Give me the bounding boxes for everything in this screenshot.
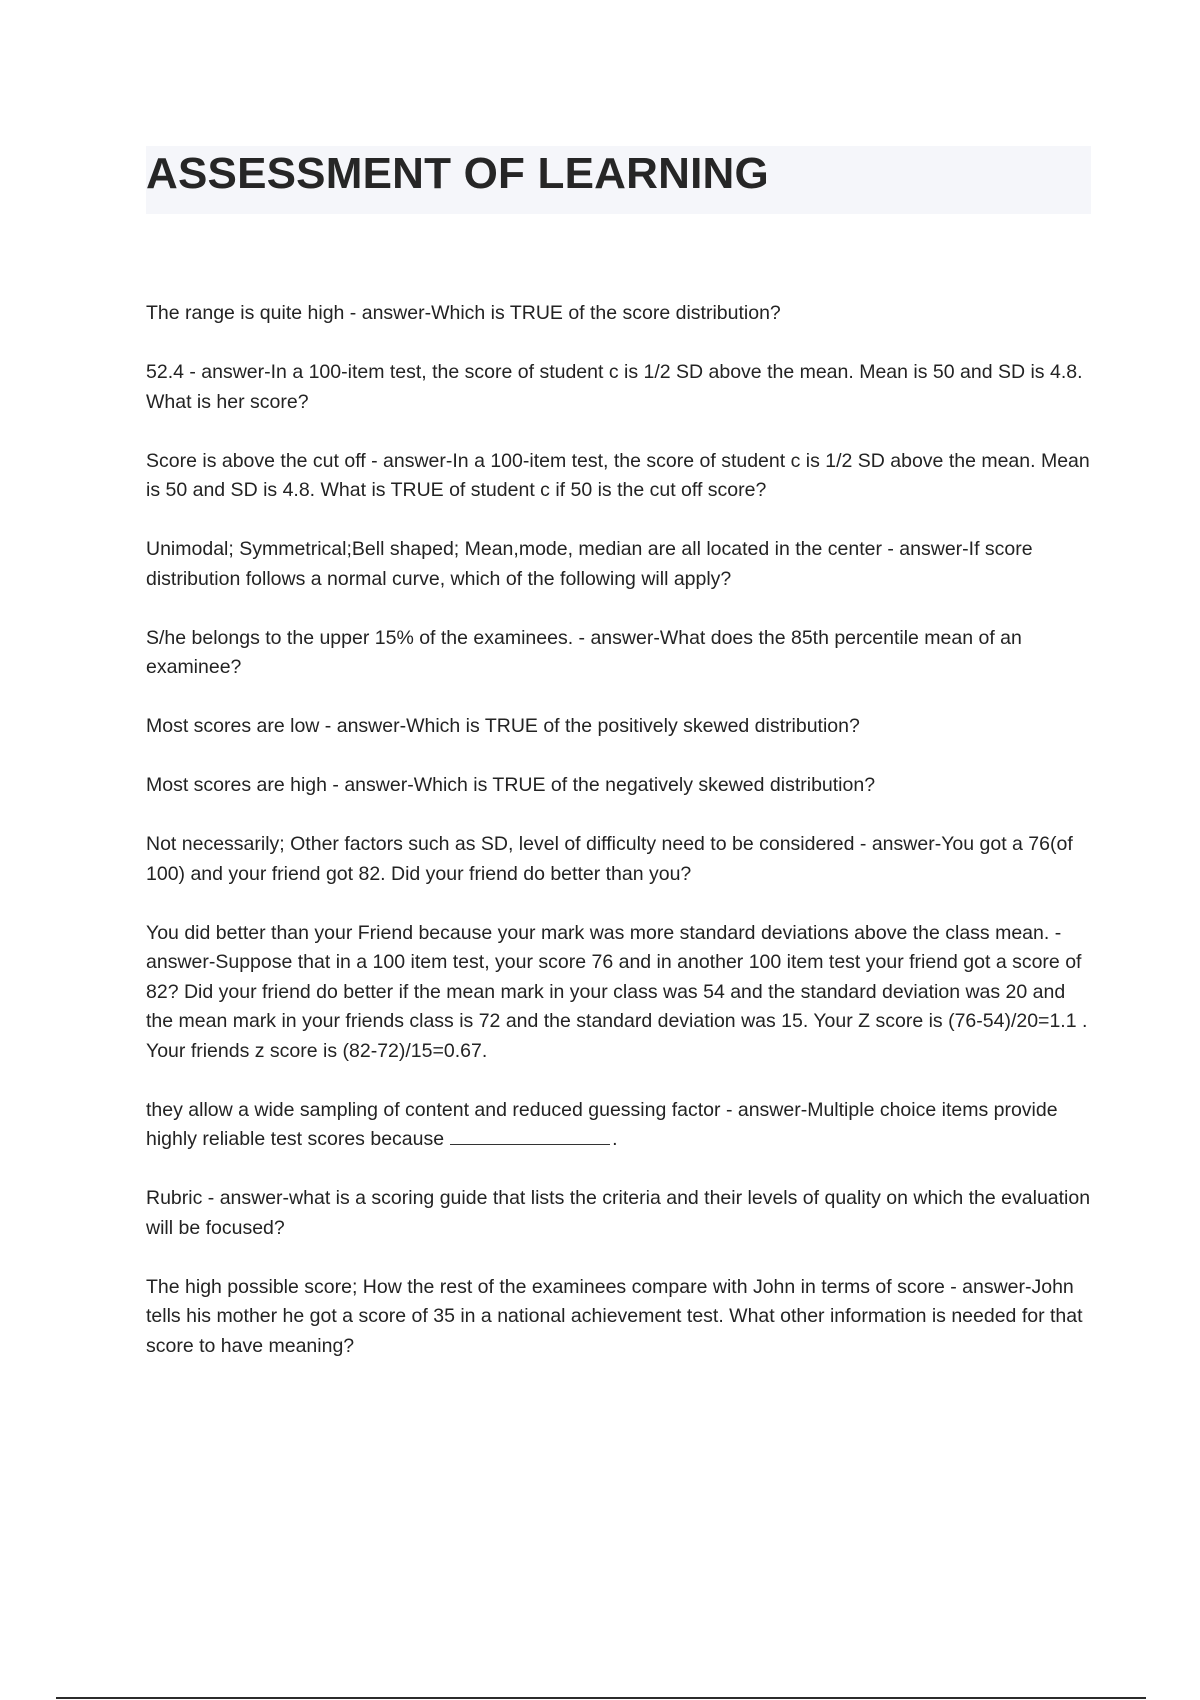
qa-answer: The range is quite high xyxy=(146,302,345,324)
qa-separator: - answer- xyxy=(720,1098,808,1121)
qa-separator: - answer- xyxy=(944,1275,1032,1298)
qa-answer: Rubric xyxy=(146,1187,203,1209)
qa-answer: Not necessarily; Other factors such as SD, level of difficulty need to be considered xyxy=(146,833,855,855)
qa-separator: - answer- xyxy=(146,921,1062,973)
qa-item xyxy=(146,1096,1096,1155)
qa-separator: - answer- xyxy=(319,715,407,737)
qa-separator: - answer- xyxy=(344,302,432,324)
qa-answer: Score is above the cut off xyxy=(146,449,366,472)
qa-question: Multiple choice items provide highly reliable test scores because xyxy=(146,1098,1058,1150)
qa-question: You got a 76(of 100) and your friend got 82. Did your friend do better than you? xyxy=(146,833,1073,885)
qa-answer: Most scores are low xyxy=(146,715,320,737)
footer-divider xyxy=(56,1697,1146,1699)
qa-separator: - answer- xyxy=(202,1187,290,1209)
qa-answer: they allow a wide sampling of content and reduced guessing factor xyxy=(146,1098,721,1121)
qa-separator: - answer- xyxy=(327,774,414,796)
qa-question: If score distribution follows a normal curve, which of the following will apply? xyxy=(146,538,1033,590)
qa-question: Suppose that in a 100 item test, your score 76 and in another 100 item test your friend got a score of 82? Did your friend do better if the mean mark in your class was 54 and the standard deviation was 20 and the mean mark in your friends class is 72 and the standard deviation was 15. Your Z score is (76-54)/20=1.1 . Your friends z score is (82-72)/15=0.67. xyxy=(146,951,1088,1062)
qa-item xyxy=(146,299,1096,329)
qa-answer: You did better than your Friend because your mark was more standard deviations above the class mean. xyxy=(146,921,1050,944)
qa-answer: Unimodal; Symmetrical;Bell shaped; Mean,mode, median are all located in the center xyxy=(146,538,882,560)
qa-separator: - answer- xyxy=(881,538,969,560)
qa-item xyxy=(146,1184,1096,1243)
qa-separator: - answer- xyxy=(365,449,453,472)
qa-question: What does the 85th percentile mean of an examinee? xyxy=(146,626,1022,678)
blank-suffix: . xyxy=(612,1128,618,1150)
qa-item xyxy=(146,712,1096,742)
qa-list xyxy=(146,299,1096,1391)
qa-separator: - answer- xyxy=(573,626,660,649)
qa-item xyxy=(146,447,1096,506)
qa-answer: 52.4 xyxy=(146,361,184,383)
page-title: ASSESSMENT OF LEARNING xyxy=(146,149,769,198)
qa-answer: The high possible score; How the rest of the examinees compare with John in terms of score xyxy=(146,1275,945,1298)
qa-answer: Most scores are high xyxy=(146,774,327,796)
qa-separator: - answer- xyxy=(183,361,271,383)
qa-question: In a 100-item test, the score of student c is 1/2 SD above the mean. Mean is 50 and SD is 4.8. What is TRUE of student c if 50 is the cut off score? xyxy=(146,449,1090,501)
qa-item xyxy=(146,771,1096,801)
qa-item xyxy=(146,535,1096,594)
qa-question: Which is TRUE of the positively skewed distribution? xyxy=(406,715,860,737)
qa-question: Which is TRUE of the negatively skewed distribution? xyxy=(413,774,876,796)
qa-item xyxy=(146,1273,1096,1362)
qa-question: John tells his mother he got a score of 35 in a national achievement test. What other information is needed for that score to have meaning? xyxy=(146,1275,1083,1357)
qa-item xyxy=(146,919,1096,1067)
fill-in-blank-line xyxy=(450,1143,610,1145)
qa-separator: - answer- xyxy=(854,833,942,855)
qa-question: In a 100-item test, the score of student c is 1/2 SD above the mean. Mean is 50 and SD is 4.8. What is her score? xyxy=(146,361,1083,413)
qa-item xyxy=(146,830,1096,889)
qa-answer: S/he belongs to the upper 15% of the examinees. xyxy=(146,626,574,649)
qa-question: what is a scoring guide that lists the criteria and their levels of quality on which the evaluation will be focused? xyxy=(146,1187,1091,1239)
qa-item xyxy=(146,358,1096,417)
qa-question: Which is TRUE of the score distribution? xyxy=(431,302,781,324)
qa-item xyxy=(146,624,1096,683)
